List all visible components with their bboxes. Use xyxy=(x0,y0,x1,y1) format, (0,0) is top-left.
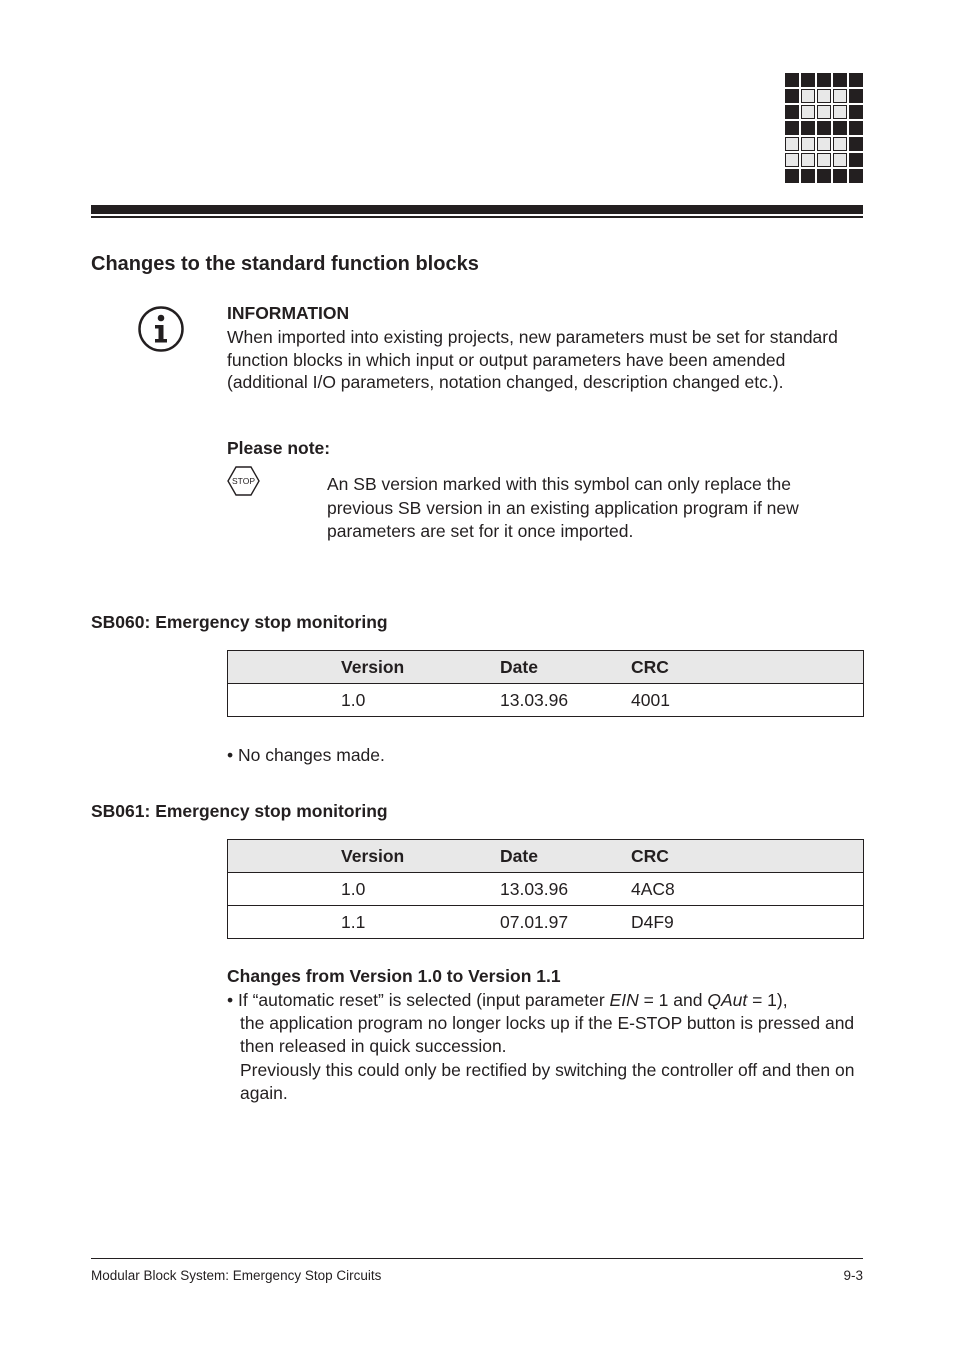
table-row xyxy=(228,873,864,906)
logo-cell xyxy=(785,137,799,151)
logo-cell xyxy=(849,73,863,87)
logo-cell xyxy=(817,137,831,151)
logo-cell xyxy=(785,121,799,135)
footer-title: Modular Block System: Emergency Stop Circuits xyxy=(91,1268,382,1283)
logo-cell xyxy=(833,73,847,87)
param-qaut: QAut xyxy=(707,990,748,1010)
col-header-date: Date xyxy=(500,651,631,684)
page-title: Changes to the standard function blocks xyxy=(91,253,479,275)
logo-cell xyxy=(849,137,863,151)
logo-cell xyxy=(801,89,815,103)
col-header-crc: CRC xyxy=(631,651,864,684)
section-title-sb060: SB060: Emergency stop monitoring xyxy=(91,612,388,632)
changes-line-2: the application program no longer locks up if the E-STOP button is pressed and then released in quick succession. xyxy=(240,1013,855,1057)
logo-cell xyxy=(817,105,831,119)
logo-cell xyxy=(833,137,847,151)
logo-cell xyxy=(801,73,815,87)
changes-line-3: Previously this could only be rectified by switching the controller off and then on again. xyxy=(240,1059,855,1103)
changes-mid: = 1 and xyxy=(638,990,708,1010)
logo-cell xyxy=(785,153,799,167)
table-row xyxy=(228,684,864,717)
information-heading: INFORMATION xyxy=(227,303,350,323)
table-row xyxy=(228,906,864,939)
cell-crc: D4F9 xyxy=(631,911,674,932)
logo-cell xyxy=(849,105,863,119)
col-header-date: Date xyxy=(500,840,631,873)
svg-text:STOP: STOP xyxy=(232,476,255,486)
header-rule-thin xyxy=(91,216,863,218)
logo-cell xyxy=(817,153,831,167)
changes-text xyxy=(227,989,867,1105)
logo-cell xyxy=(801,169,815,183)
cell-version: 1.0 xyxy=(341,689,366,710)
section-title-sb061: SB061: Emergency stop monitoring xyxy=(91,801,388,821)
brand-logo-grid xyxy=(785,73,863,183)
changes-line-1 xyxy=(227,989,867,1012)
changes-suffix: = 1), xyxy=(747,990,788,1010)
cell-date: 13.03.96 xyxy=(500,689,569,710)
logo-cell xyxy=(785,105,799,119)
cell-date: 13.03.96 xyxy=(500,873,631,906)
logo-cell xyxy=(833,121,847,135)
cell-crc: 4AC8 xyxy=(631,873,864,906)
no-changes-note: • No changes made. xyxy=(227,745,385,765)
version-table-sb061 xyxy=(227,839,864,939)
logo-cell xyxy=(801,105,815,119)
please-note-heading: Please note: xyxy=(227,438,331,458)
logo-cell xyxy=(817,89,831,103)
logo-cell xyxy=(817,73,831,87)
stop-icon xyxy=(227,466,260,496)
logo-cell xyxy=(849,121,863,135)
logo-cell xyxy=(833,89,847,103)
logo-cell xyxy=(817,121,831,135)
logo-cell xyxy=(849,169,863,183)
cell-version: 1.0 xyxy=(341,873,500,906)
cell-version: 1.1 xyxy=(341,911,366,932)
logo-cell xyxy=(801,137,815,151)
please-note-text: An SB version marked with this symbol can only replace the previous SB version in an existing application program if new parameters are set for it once imported. xyxy=(327,474,799,541)
logo-cell xyxy=(849,89,863,103)
cell-date: 07.01.97 xyxy=(500,911,569,932)
param-ein: EIN xyxy=(609,990,639,1010)
logo-cell xyxy=(849,153,863,167)
logo-cell xyxy=(785,169,799,183)
logo-cell xyxy=(833,169,847,183)
info-icon xyxy=(137,305,185,353)
col-header-crc: CRC xyxy=(631,840,864,873)
changes-prefix: • If “automatic reset” is selected (input parameter xyxy=(227,990,610,1010)
logo-cell xyxy=(801,153,815,167)
information-text: When imported into existing projects, new parameters must be set for standard function blocks in which input or output parameters have been amended (additional I/O parameters, notation changed, description changed etc.). xyxy=(227,327,838,392)
logo-cell xyxy=(817,169,831,183)
footer-rule xyxy=(91,1258,863,1259)
col-header-version: Version xyxy=(341,840,500,873)
version-table-sb060 xyxy=(227,650,864,717)
header-rule-thick xyxy=(91,205,863,214)
logo-cell xyxy=(801,121,815,135)
cell-crc: 4001 xyxy=(631,689,670,710)
logo-cell xyxy=(833,105,847,119)
logo-cell xyxy=(833,153,847,167)
logo-cell xyxy=(785,89,799,103)
changes-heading: Changes from Version 1.0 to Version 1.1 xyxy=(227,966,561,986)
col-header-version: Version xyxy=(341,651,500,684)
page-number: 9-3 xyxy=(843,1268,863,1283)
logo-cell xyxy=(785,73,799,87)
